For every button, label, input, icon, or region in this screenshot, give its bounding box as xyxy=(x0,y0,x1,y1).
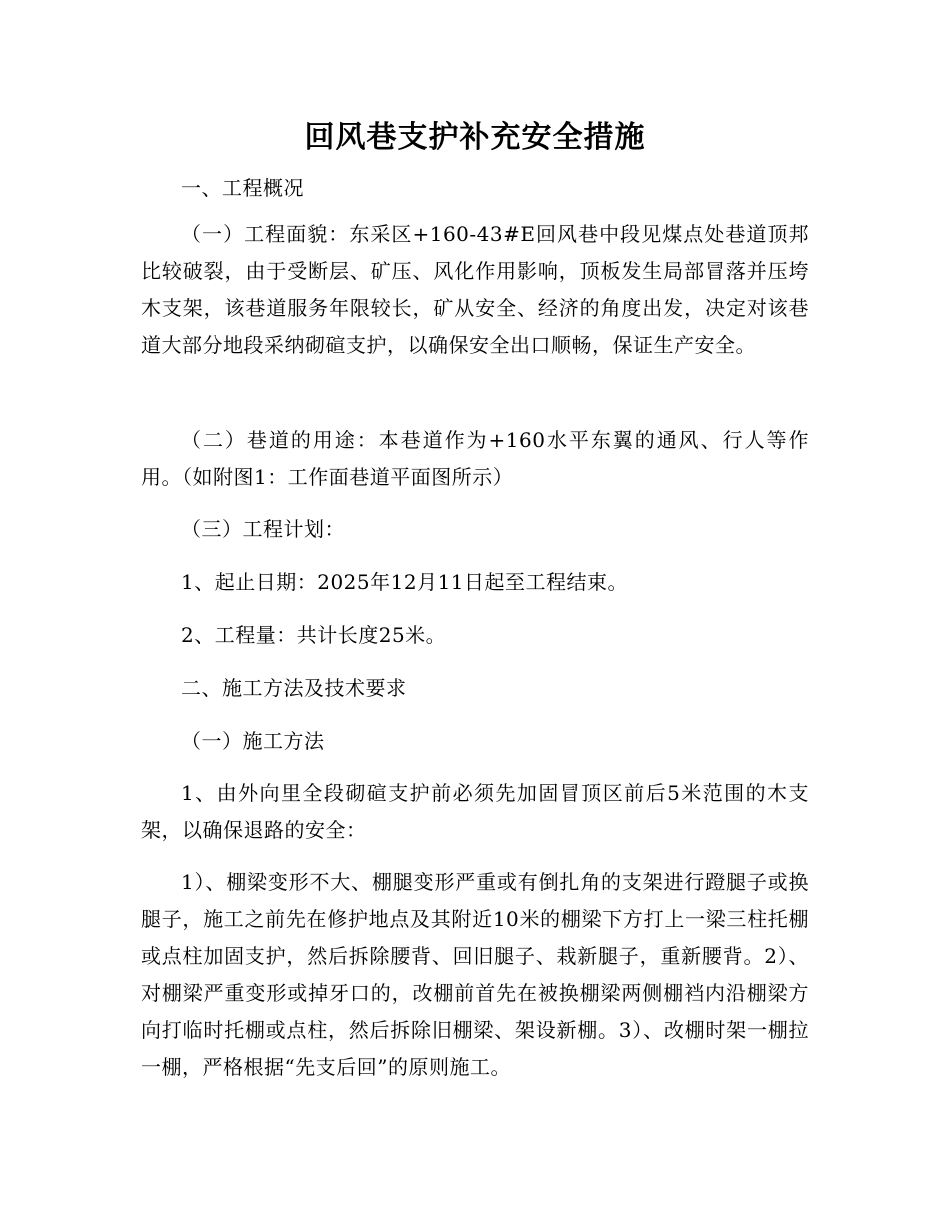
paragraph-project-plan: （三）工程计划： xyxy=(181,517,345,541)
paragraph-support-steps: 1）、棚梁变形不大、棚腿变形严重或有倒扎角的支架进行蹬腿子或换腿子，施工之前先在修护地点及其附近10米的棚梁下方打上一梁三柱托棚或点柱加固支护，然后拆除腰背、回旧腿子、栽新腿子，重新腰背。2）、对棚梁严重变形或掉牙口的，改棚前首先在被换棚梁两侧棚裆内沿棚梁方向打临时托棚或点柱，然后拆除旧棚梁、架设新棚。3）、改棚时架一棚拉一棚，严格根据“先支后回”的原则施工。 xyxy=(141,870,809,1079)
paragraph-reinforcement: 1、由外向里全段砌碹支护前必须先加固冒顶区前后5米范围的木支架，以确保退路的安全： xyxy=(141,781,809,842)
subsection-heading-method: （一）施工方法 xyxy=(181,729,325,753)
paragraph-dates: 1、起止日期：2025年12月11日起至工程结束。 xyxy=(181,570,629,594)
section-heading-overview: 一、工程概况 xyxy=(181,176,304,200)
section-heading-construction-method: 二、施工方法及技术要求 xyxy=(181,676,407,700)
paragraph-project-appearance: （一）工程面貌：东采区+160-43#E回风巷中段见煤点处巷道顶邦比较破裂，由于受断层、矿压、风化作用影响，顶板发生局部冒落并压垮木支架，该巷道服务年限较长，矿从安全、经济的角度出发，决定对该巷道大部分地段采纳砌碹支护，以确保安全出口顺畅，保证生产安全。 xyxy=(141,222,809,357)
document-title: 回风巷支护补充安全措施 xyxy=(304,120,646,155)
paragraph-roadway-purpose: （二）巷道的用途：本巷道作为+160水平东翼的通风、行人等作用。（如附图1：工作面巷道平面图所示） xyxy=(141,428,809,489)
paragraph-quantity: 2、工程量：共计长度25米。 xyxy=(181,623,447,647)
